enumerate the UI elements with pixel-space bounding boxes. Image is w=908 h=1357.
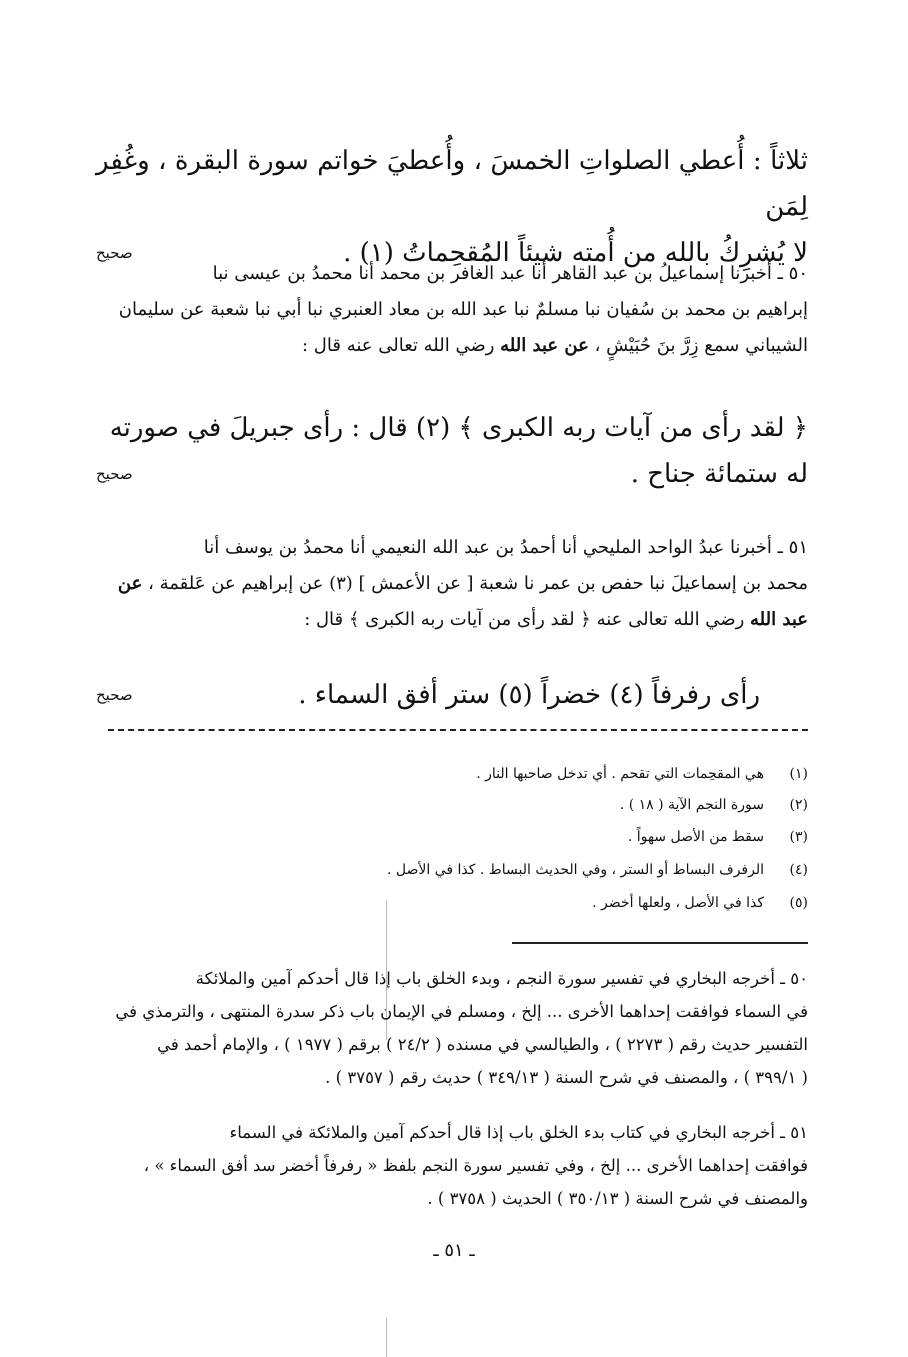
takhrij-50-line-4: ( ٣٩٩/١ ) ، والمصنف في شرح السنة ( ٣٤٩/١٣ ) حديث رقم ( ٣٧٥٧ ) . xyxy=(325,1068,808,1087)
hadith-49-text-line-2: لا يُشرِكُ بالله من أُمته شيئاً المُقحِماتُ (١) . xyxy=(343,238,808,268)
hadith-51-matn-line-1 xyxy=(96,672,808,718)
takhrij-50 xyxy=(96,962,808,1094)
hadith-50-isnad-line-3-a: الشيباني سمع زِرَّ بنَ حُبَيْشٍ ، xyxy=(588,335,808,356)
hadith-49-text-line-1: ثلاثاً : أُعطي الصلواتِ الخمسَ ، وأُعطيَ خواتم سورة البقرة ، وغُفِر لِمَن xyxy=(96,146,808,222)
footnote-5-number: (٥) xyxy=(789,895,808,911)
footnote-4 xyxy=(108,862,808,878)
hadith-49-line-1 xyxy=(96,138,808,230)
takhrij-separator xyxy=(512,942,808,944)
hadith-50-matn-text-2: له ستمائة جناح . xyxy=(630,459,808,489)
footnote-4-number: (٤) xyxy=(789,862,808,878)
hadith-50-matn xyxy=(96,405,808,497)
footnote-1-text: هي المقحِمات التي تقحم . أي تدخل صاحبها النار . xyxy=(476,766,764,782)
takhrij-51-line-2: فوافقت إحداهما الأخرى ... إلخ ، وفي تفسير سورة النجم بلفظ « رفرفاً أخضر سد أفق السماء » ، xyxy=(143,1156,808,1175)
hadith-51-isnad-line-1: ٥١ ـ أخبرنا عبدُ الواحد المليحي أنا أحمدُ بن عبد الله النعيمي أنا محمدُ بن يوسف أنا xyxy=(203,537,808,558)
hadith-50-companion-name: عن عبد الله xyxy=(500,335,589,356)
hadith-51-isnad-line-2-bold: عن xyxy=(117,573,143,594)
footnote-separator xyxy=(108,729,808,731)
footnote-2 xyxy=(108,797,808,813)
takhrij-50-line-1: ٥٠ ـ أخرجه البخاري في تفسير سورة النجم ، وبدء الخلق باب إذا قال أحدكم آمين والملائكة xyxy=(195,969,808,988)
page-number: ـ ٥١ ـ xyxy=(433,1240,475,1261)
hadith-50-isnad-line-3 xyxy=(96,328,808,364)
hadith-50-grade: صحيح xyxy=(96,465,133,483)
hadith-50-matn-text-1: ﴿ لقد رأى من آيات ربه الكبرى ﴾ (٢) قال : رأى جبريلَ في صورته xyxy=(109,413,808,443)
hadith-51-grade: صحيح xyxy=(96,686,133,704)
footnote-3-number: (٣) xyxy=(789,829,808,845)
hadith-51-matn-text-1: رأى رفرفاً (٤) خضراً (٥) ستر أفق السماء . xyxy=(298,680,760,710)
takhrij-51-line-1: ٥١ ـ أخرجه البخاري في كتاب بدء الخلق باب إذا قال أحدكم آمين والملائكة في السماء xyxy=(229,1123,808,1142)
scan-artifact-line-bottom xyxy=(386,1318,387,1357)
footnote-3 xyxy=(108,829,808,845)
hadith-49-grade: صحيح xyxy=(96,244,133,262)
hadith-51-isnad xyxy=(96,530,808,638)
hadith-50-isnad xyxy=(96,256,808,364)
footnote-3-text: سقط من الأصل سهواً . xyxy=(627,829,764,845)
footnote-4-text: الرفرف البساط أو الستر ، وفي الحديث البساط . كذا في الأصل . xyxy=(387,862,764,878)
hadith-50-matn-line-2 xyxy=(96,451,808,497)
hadith-50-matn-line-1 xyxy=(96,405,808,451)
hadith-50-isnad-line-3-b: رضي الله تعالى عنه قال : xyxy=(302,335,501,356)
footnote-5 xyxy=(108,895,808,911)
hadith-51-isnad-line-2 xyxy=(96,566,808,602)
takhrij-50-line-3: التفسير حديث رقم ( ٢٢٧٣ ) ، والطيالسي في مسنده ( ٢٤/٢ ) برقم ( ١٩٧٧ ) ، والإمام أحمد في xyxy=(157,1035,808,1054)
footnote-2-text: سورة النجم الآية ( ١٨ ) . xyxy=(619,797,764,813)
hadith-50-isnad-line-1: ٥٠ ـ أخبرنا إسماعيلُ بن عبد القاهر أنا عبد الغافر بن محمد أنا محمدُ بن عيسى نبا xyxy=(212,263,808,284)
takhrij-51-line-3: والمصنف في شرح السنة ( ٣٥٠/١٣ ) الحديث ( ٣٧٥٨ ) . xyxy=(427,1189,808,1208)
hadith-50-isnad-line-2: إبراهيم بن محمد بن سُفيان نبا مسلمٌ نبا عبد الله بن معاد العنبري نبا أبي نبا شعبة عن سليمان xyxy=(118,299,808,320)
footnote-1 xyxy=(108,766,808,782)
footnote-2-number: (٢) xyxy=(789,797,808,813)
hadith-51-isnad-line-2-a: محمد بن إسماعيلَ نبا حفص بن عمر نا شعبة [ عن الأعمش ] (٣) عن إبراهيم عن عَلقمة ، xyxy=(142,573,808,594)
takhrij-51 xyxy=(96,1116,808,1215)
footnote-5-text: كذا في الأصل ، ولعلها أخضر . xyxy=(592,895,764,911)
hadith-51-companion-name: عبد الله xyxy=(750,609,808,630)
hadith-51-isnad-line-3 xyxy=(96,602,808,638)
takhrij-50-line-2: في السماء فوافقت إحداهما الأخرى ... إلخ ، ومسلم في الإيمان باب ذكر سدرة المنتهى ، والترمذي في xyxy=(115,1002,808,1021)
footnote-1-number: (١) xyxy=(789,766,808,782)
hadith-51-isnad-line-3-b: رضي الله تعالى عنه ﴿ لقد رأى من آيات ربه الكبرى ﴾ قال : xyxy=(304,609,751,630)
hadith-51-matn xyxy=(96,672,808,718)
